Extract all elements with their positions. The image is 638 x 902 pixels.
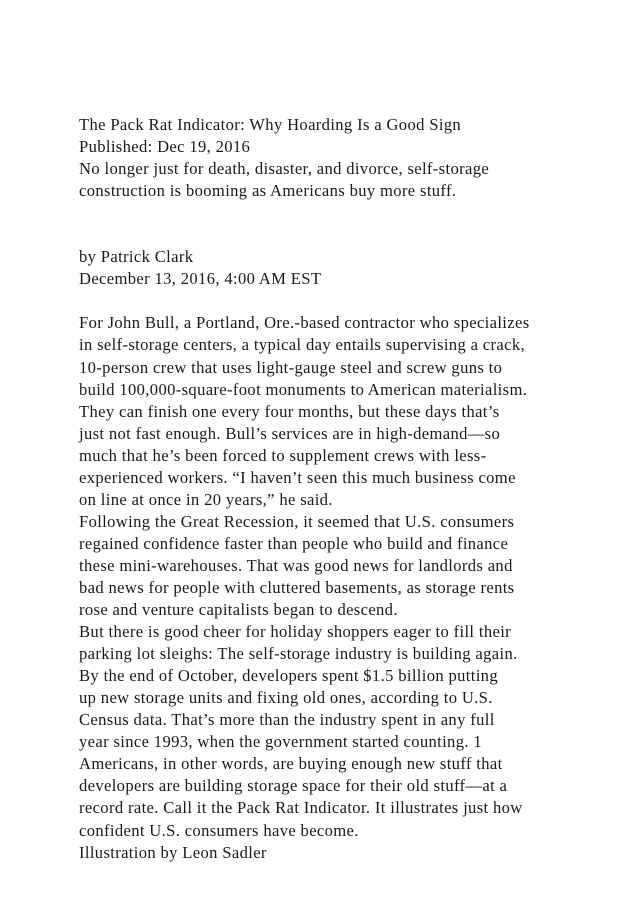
paragraph-line: build 100,000-square-foot monuments to American materialism. <box>79 379 528 399</box>
paragraph-line: on line at once in 20 years,” he said. <box>79 489 333 509</box>
paragraph-line: up new storage units and fixing old ones, according to U.S. <box>79 688 493 708</box>
article-text <box>79 114 619 864</box>
paragraph-line: They can finish one every four months, but these days that’s <box>79 401 500 421</box>
paragraph-line: Americans, in other words, are buying enough new stuff that <box>79 754 503 774</box>
paragraph-line: Following the Great Recession, it seemed that U.S. consumers <box>79 511 515 531</box>
paragraph-line: record rate. Call it the Pack Rat Indicator. It illustrates just how <box>79 798 523 818</box>
paragraph-line: 10-person crew that uses light-gauge steel and screw guns to <box>79 357 503 377</box>
paragraph-line: By the end of October, developers spent $1.5 billion putting <box>79 666 498 686</box>
paragraph-line: experienced workers. “I haven’t seen this much business come <box>79 467 516 487</box>
illustration-credit: Illustration by Leon Sadler <box>79 842 267 862</box>
paragraph-line: developers are building storage space for their old stuff—at a <box>79 776 508 796</box>
spacer <box>79 202 619 224</box>
byline-author: by Patrick Clark <box>79 247 194 267</box>
paragraph-line: regained confidence faster than people who build and finance <box>79 533 509 553</box>
published-date: Published: Dec 19, 2016 <box>79 137 251 157</box>
article-title: The Pack Rat Indicator: Why Hoarding Is a Good Sign <box>79 115 462 134</box>
paragraph-line: Census data. That’s more than the industry spent in any full <box>79 710 495 730</box>
paragraph-line: But there is good cheer for holiday shoppers eager to fill their <box>79 622 512 642</box>
spacer <box>79 224 619 246</box>
paragraph-line: just not fast enough. Bull’s services are in high-demand—so <box>79 423 501 443</box>
byline-date: December 13, 2016, 4:00 AM EST <box>79 269 322 289</box>
spacer <box>79 290 619 312</box>
paragraph-line: bad news for people with cluttered basements, as storage rents <box>79 577 515 597</box>
paragraph-line: For John Bull, a Portland, Ore.-based contractor who specializes <box>79 313 530 333</box>
paragraph-line: rose and venture capitalists began to descend. <box>79 600 398 620</box>
dek-line: construction is booming as Americans buy more stuff. <box>79 181 457 201</box>
paragraph-line: much that he’s been forced to supplement crews with less- <box>79 445 487 465</box>
paragraph-line: these mini-warehouses. That was good news for landlords and <box>79 555 513 575</box>
paragraph-line: year since 1993, when the government started counting. 1 <box>79 732 482 752</box>
dek-line: No longer just for death, disaster, and divorce, self-storage <box>79 159 490 179</box>
paragraph-line: confident U.S. consumers have become. <box>79 820 359 840</box>
paragraph-line: parking lot sleighs: The self-storage industry is building again. <box>79 644 518 664</box>
paragraph-line: in self-storage centers, a typical day entails supervising a crack, <box>79 335 525 355</box>
